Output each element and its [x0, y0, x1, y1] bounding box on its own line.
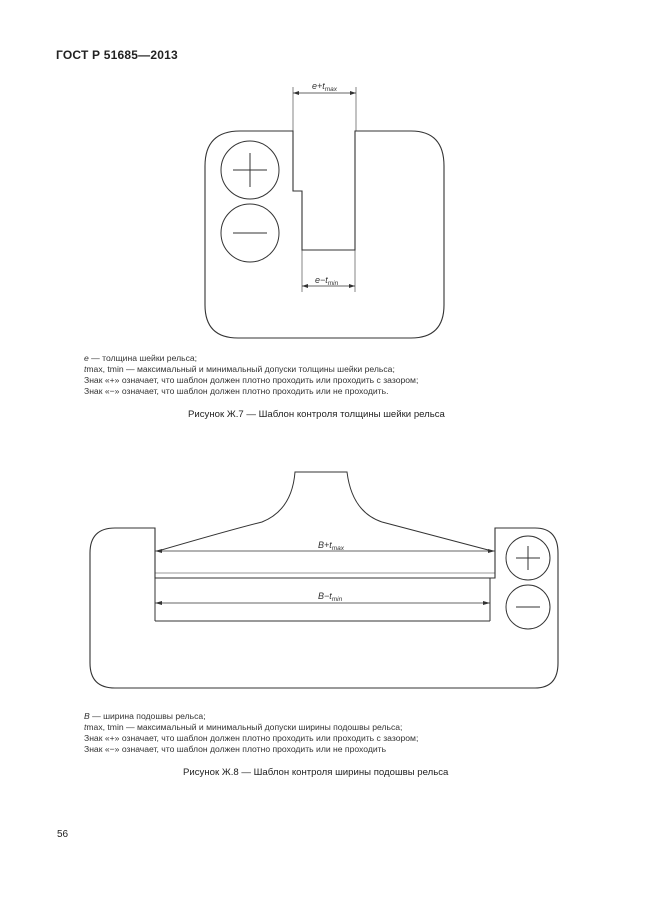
figure7-legend-line: tmax, tmin — максимальный и минимальный допуски толщины шейки рельса; — [84, 364, 395, 374]
document-header: ГОСТ Р 51685—2013 — [56, 48, 178, 62]
figure7-dim-top-label: $e+t_{max}$ — [312, 81, 338, 93]
figure8-dim-top-label: $B+t_{max}$ — [318, 540, 345, 552]
figure8-dim-bottom-label: $B-t_{min}$ — [318, 591, 343, 603]
figure7-legend-line: e — толщина шейки рельса; — [84, 353, 198, 363]
figure7-caption: Рисунок Ж.7 — Шаблон контроля толщины шейки рельса — [188, 409, 445, 420]
figure8-caption: Рисунок Ж.8 — Шаблон контроля ширины подошвы рельса — [183, 767, 449, 778]
figure7-template-drawing — [205, 87, 444, 338]
figure8-template-drawing — [90, 472, 558, 688]
page-number: 56 — [57, 829, 69, 840]
figure7-dim-bottom-label: $e-t_{min}$ — [315, 275, 339, 287]
figure7-legend-line: Знак «+» означает, что шаблон должен плотно проходить или проходить с зазором; — [84, 375, 419, 385]
figure8-legend-line: tmax, tmin — максимальный и минимальный допуски ширины подошвы рельса; — [84, 722, 403, 732]
figure7-legend-line: Знак «−» означает, что шаблон должен плотно проходить или не проходить. — [84, 386, 389, 396]
figure8-legend-line: B — ширина подошвы рельса; — [84, 711, 206, 721]
figure8-legend-line: Знак «+» означает, что шаблон должен плотно проходить или проходить с зазором; — [84, 733, 419, 743]
figure8-legend-line: Знак «−» означает, что шаблон должен плотно проходить или не проходить — [84, 744, 387, 754]
